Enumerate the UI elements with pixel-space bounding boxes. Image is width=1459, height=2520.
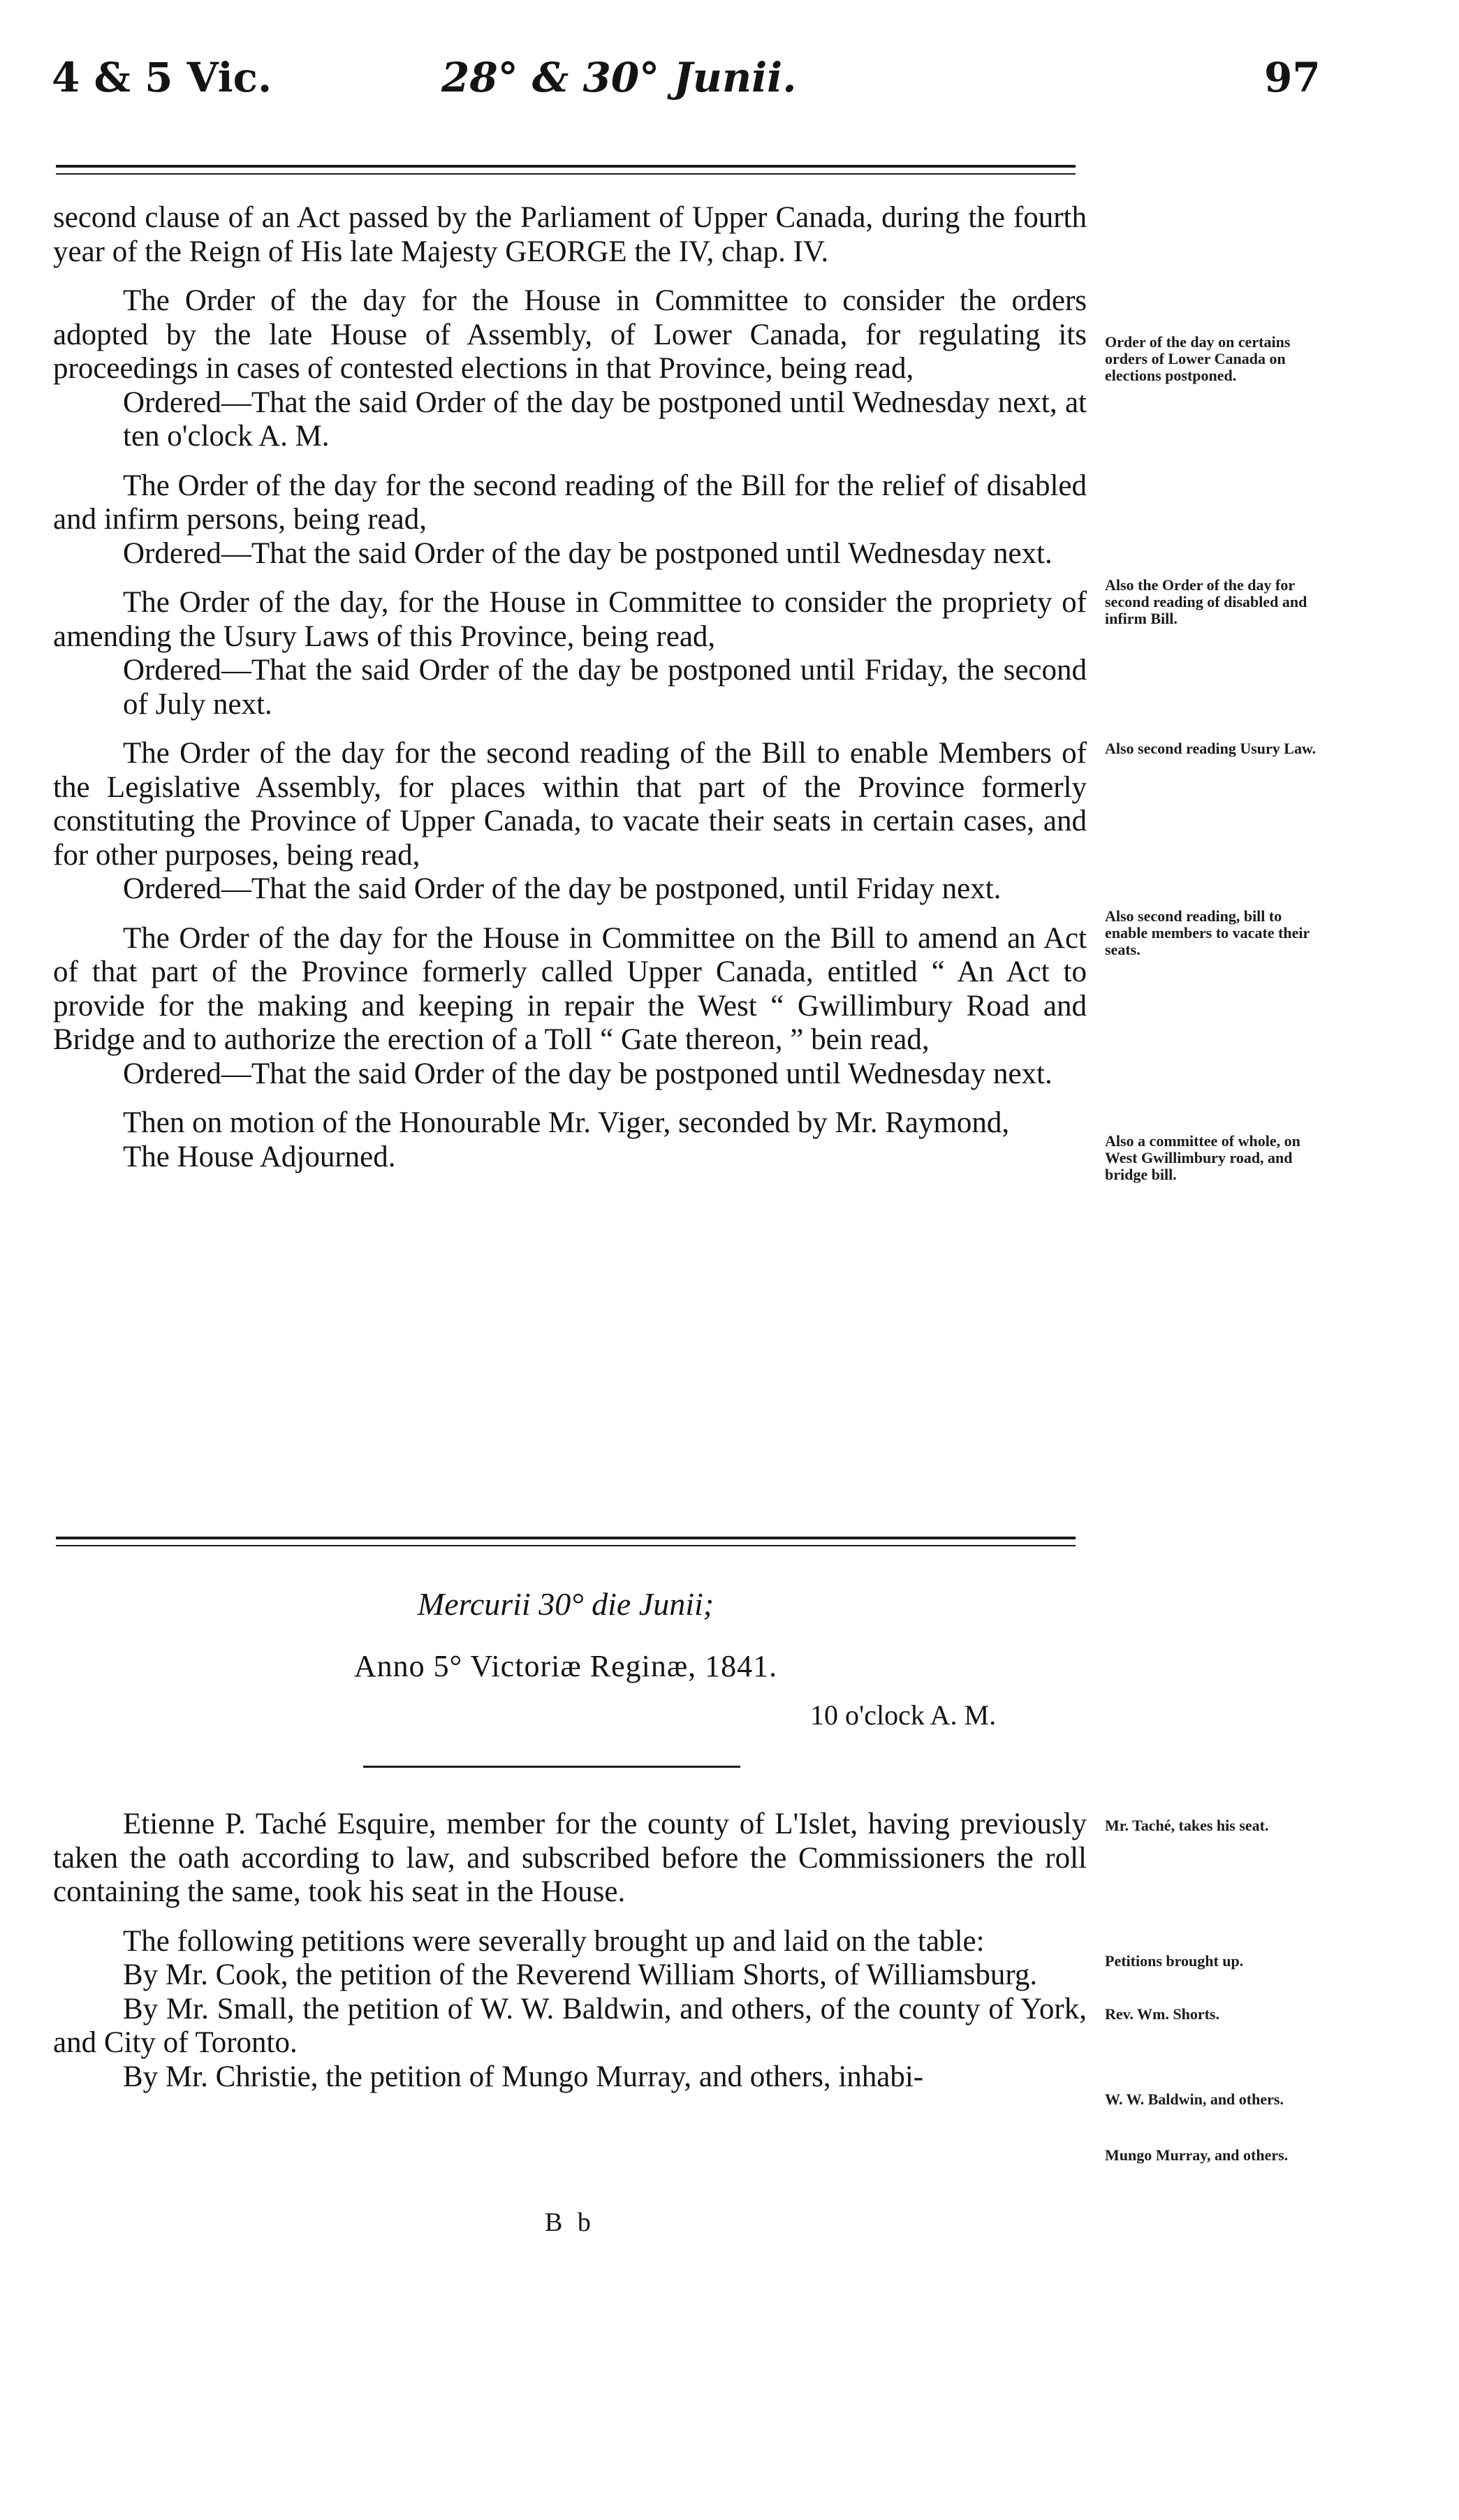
paragraph: second clause of an Act passed by the Parliament of Upper Canada, during the fourth year of the Reign of His late Majesty GEORGE the IV, chap. IV.	[53, 201, 1087, 268]
order-paragraph: Ordered—That the said Order of the day be postponed until Wednesday next.	[123, 536, 1053, 570]
paragraph: The following petitions were severally brought up and laid on the table:	[123, 1924, 985, 1958]
header-rule-thin	[56, 173, 1076, 175]
paragraph: The Order of the day, for the House in Committee to consider the propriety of amending the Usury Laws of this Province, being read,	[53, 586, 1087, 653]
order-paragraph: Ordered—That the said Order of the day be postponed, until Friday next.	[123, 872, 1002, 905]
paragraph: The Order of the day for the House in Committee on the Bill to amend an Act of that part of the Province formerly called Upper Canada, entitled “ An Act to provide for the making and keeping in repair the West “ Gwillimbury Road and Bridge and to authorize the erection of a Toll “ Gate thereon, ” bein read,	[53, 921, 1087, 1056]
margin-note: Petitions brought up.	[1105, 1952, 1244, 1970]
paragraph: The Order of the day for the House in Committee to consider the orders adopted by the late House of Assembly, of Lower Canada, for regulating its proceedings in cases of contested elections in that Province, being read,	[53, 284, 1087, 385]
body-part-two	[53, 1808, 1087, 2094]
short-rule	[363, 1766, 740, 1768]
order-paragraph: Ordered—That the said Order of the day be postponed until Friday, the second of July next.	[123, 654, 1087, 721]
header-rule	[56, 165, 1076, 168]
paragraph: The Order of the day for the second reading of the Bill to enable Members of the Legislative Assembly, for places within that part of the Province formerly constituting the Province of Upper Canada, to vacate their seats in certain cases, and for other purposes, being read,	[53, 737, 1087, 872]
margin-note: Mr. Taché, takes his seat.	[1105, 1817, 1269, 1834]
margin-note: Mungo Murray, and others.	[1105, 2146, 1289, 2164]
petition-item: By Mr. Christie, the petition of Mungo Murray, and others, inhabi-	[123, 2060, 924, 2093]
signature-mark: B b	[545, 2208, 595, 2237]
section-rule	[56, 1537, 1076, 1539]
regnal-year: 4 & 5 Vic.	[52, 54, 272, 101]
margin-note: Also second reading, bill to enable members to vacate their seats.	[1105, 907, 1310, 958]
margin-note: W. W. Baldwin, and others.	[1105, 2090, 1284, 2108]
petition-item: By Mr. Cook, the petition of the Reverend William Shorts, of Williamsburg.	[123, 1958, 1038, 1991]
order-paragraph: Ordered—That the said Order of the day be postponed until Wednesday next, at ten o'clock A. M.	[123, 386, 1087, 453]
margin-note: Order of the day on certains orders of Lower Canada on elections postponed.	[1105, 333, 1291, 384]
session-dates: 28° & 30° Junii.	[441, 54, 797, 101]
page-number: 97	[1264, 54, 1321, 101]
order-paragraph: Ordered—That the said Order of the day be postponed until Wednesday next.	[123, 1057, 1053, 1090]
petition-item: By Mr. Small, the petition of W. W. Baldwin, and others, of the county of York, and City of Toronto.	[53, 1992, 1087, 2059]
session-day-heading: Mercurii 30° die Junii;	[417, 1586, 714, 1622]
session-year-heading: Anno 5° Victoriæ Reginæ, 1841.	[353, 1649, 778, 1683]
margin-note: Also a committee of whole, on West Gwillimbury road, and bridge bill.	[1105, 1132, 1300, 1183]
paragraph: The Order of the day for the second reading of the Bill for the relief of disabled and infirm persons, being read,	[53, 469, 1087, 536]
session-time: 10 o'clock A. M.	[810, 1699, 997, 1731]
margin-note: Rev. Wm. Shorts.	[1105, 2005, 1219, 2023]
paragraph: Then on motion of the Honourable Mr. Viger, seconded by Mr. Raymond,	[123, 1106, 1010, 1139]
margin-note: Also the Order of the day for second reading of disabled and infirm Bill.	[1105, 576, 1307, 627]
body-part-one	[53, 201, 1087, 1174]
adjourned-line: The House Adjourned.	[123, 1140, 396, 1173]
margin-note: Also second reading Usury Law.	[1105, 740, 1317, 757]
paragraph: Etienne P. Taché Esquire, member for the county of L'Islet, having previously taken the oath according to law, and subscribed before the Commissioners the roll containing the same, took his seat in the House.	[53, 1808, 1087, 1908]
section-rule-thin	[56, 1545, 1076, 1546]
